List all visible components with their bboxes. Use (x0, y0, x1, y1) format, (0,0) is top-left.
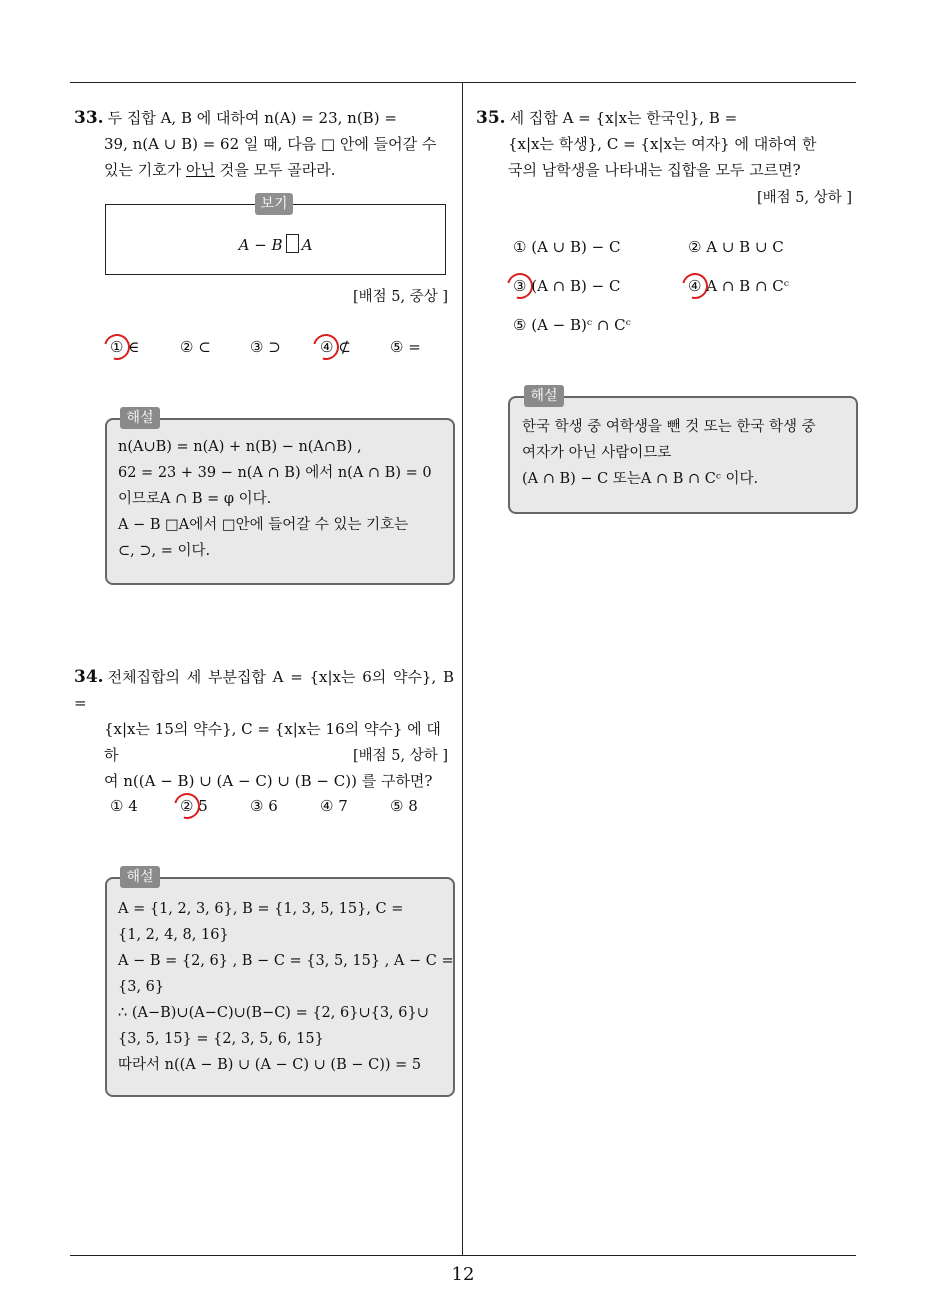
top-rule (70, 82, 856, 83)
choice-4[interactable]: ④ A ∩ B ∩ Cᶜ (688, 277, 789, 295)
blank-square-icon (286, 234, 299, 253)
choice-3[interactable]: ③ 6 (250, 797, 278, 815)
solution-label: 해설 (120, 866, 160, 888)
solution-line: A − B = {2, 6} , B − C = {3, 5, 15} , A − C = (118, 953, 454, 969)
question-34-number: 34. (74, 667, 104, 687)
question-35-line-1: 35. 세 집합 A = {x|x는 한국인}, B = (476, 108, 738, 128)
question-34-score: [배점 5, 상하 ] (352, 748, 448, 764)
question-35-line-3: 국의 남학생을 나타내는 집합을 모두 고르면? (508, 161, 801, 179)
solution-34-text (118, 896, 454, 1078)
solution-line: {3, 5, 15} = {2, 3, 5, 6, 15} (118, 1031, 324, 1047)
question-33-score: [배점 5, 중상 ] (352, 289, 448, 305)
solution-line: {1, 2, 4, 8, 16} (118, 927, 229, 943)
choice-5[interactable]: ⑤ 8 (390, 797, 418, 815)
question-33 (74, 105, 454, 183)
choice-1[interactable]: ① 4 (110, 797, 138, 815)
choice-2[interactable]: ② ⊂ (180, 338, 211, 356)
solution-line: 이므로A ∩ B = φ 이다. (118, 491, 272, 507)
question-34 (74, 664, 454, 794)
question-33-line-2: 39, n(A ∪ B) = 62 일 때, 다음 □ 안에 들어갈 수 (104, 135, 437, 153)
bogi-label: 보기 (255, 193, 293, 215)
question-35 (476, 105, 858, 183)
choice-3[interactable]: ③ (A ∩ B) − C (513, 277, 621, 295)
solution-line: n(A∪B) = n(A) + n(B) − n(A∩B) , (118, 439, 362, 455)
bottom-rule (70, 1255, 856, 1256)
choice-1[interactable]: ① (A ∪ B) − C (513, 238, 621, 256)
solution-line: A = {1, 2, 3, 6}, B = {1, 3, 5, 15}, C = (118, 901, 404, 917)
solution-35-text (522, 414, 816, 492)
choice-4[interactable]: ④ ⊄ (320, 338, 351, 356)
question-34-line-1: 34. 전체집합의 세 부분집합 A = {x|x는 6의 약수}, B = (74, 667, 454, 712)
question-33-line-3: 있는 기호가 아닌 것을 모두 골라라. (104, 161, 336, 179)
choice-1[interactable]: ① ∈ (110, 338, 140, 356)
question-33-line-1: 33. 두 집합 A, B 에 대하여 n(A) = 23, n(B) = (74, 108, 397, 128)
solution-line: 따라서 n((A − B) ∪ (A − C) ∪ (B − C)) = 5 (118, 1057, 422, 1073)
solution-line: A − B □A에서 □안에 들어갈 수 있는 기호는 (118, 517, 409, 533)
question-35-number: 35. (476, 108, 506, 128)
question-35-line-2: {x|x는 학생}, C = {x|x는 여자} 에 대하여 한 (508, 135, 817, 153)
choice-2[interactable]: ② 5 (180, 797, 208, 815)
solution-line: (A ∩ B) − C 또는A ∩ B ∩ Cᶜ 이다. (522, 471, 759, 487)
choice-2[interactable]: ② A ∪ B ∪ C (688, 238, 784, 256)
choice-5[interactable]: ⑤ = (390, 338, 421, 356)
solution-label: 해설 (120, 407, 160, 429)
bogi-expression: A − B A (238, 236, 313, 254)
question-33-number: 33. (74, 108, 104, 128)
column-divider (462, 82, 463, 1255)
solution-line: {3, 6} (118, 979, 165, 995)
solution-line: 62 = 23 + 39 − n(A ∩ B) 에서 n(A ∩ B) = 0 (118, 465, 432, 481)
choice-3[interactable]: ③ ⊃ (250, 338, 281, 356)
solution-line: 여자가 아닌 사람이므로 (522, 445, 672, 461)
question-34-line-2: {x|x는 15의 약수}, C = {x|x는 16의 약수} 에 대하 (104, 720, 441, 764)
solution-33-text (118, 434, 432, 564)
question-35-score: [배점 5, 상하 ] (756, 190, 852, 206)
solution-line: ⊂, ⊃, = 이다. (118, 543, 211, 559)
choice-5[interactable]: ⑤ (A − B)ᶜ ∩ Cᶜ (513, 316, 631, 334)
choice-4[interactable]: ④ 7 (320, 797, 348, 815)
solution-line: 한국 학생 중 여학생을 뺀 것 또는 한국 학생 중 (522, 419, 816, 435)
question-34-line-3: 여 n((A − B) ∪ (A − C) ∪ (B − C)) 를 구하면? (104, 772, 433, 790)
page-number: 12 (451, 1264, 475, 1285)
solution-label: 해설 (524, 385, 564, 407)
solution-line: ∴ (A−B)∪(A−C)∪(B−C) = {2, 6}∪{3, 6}∪ (118, 1005, 429, 1021)
